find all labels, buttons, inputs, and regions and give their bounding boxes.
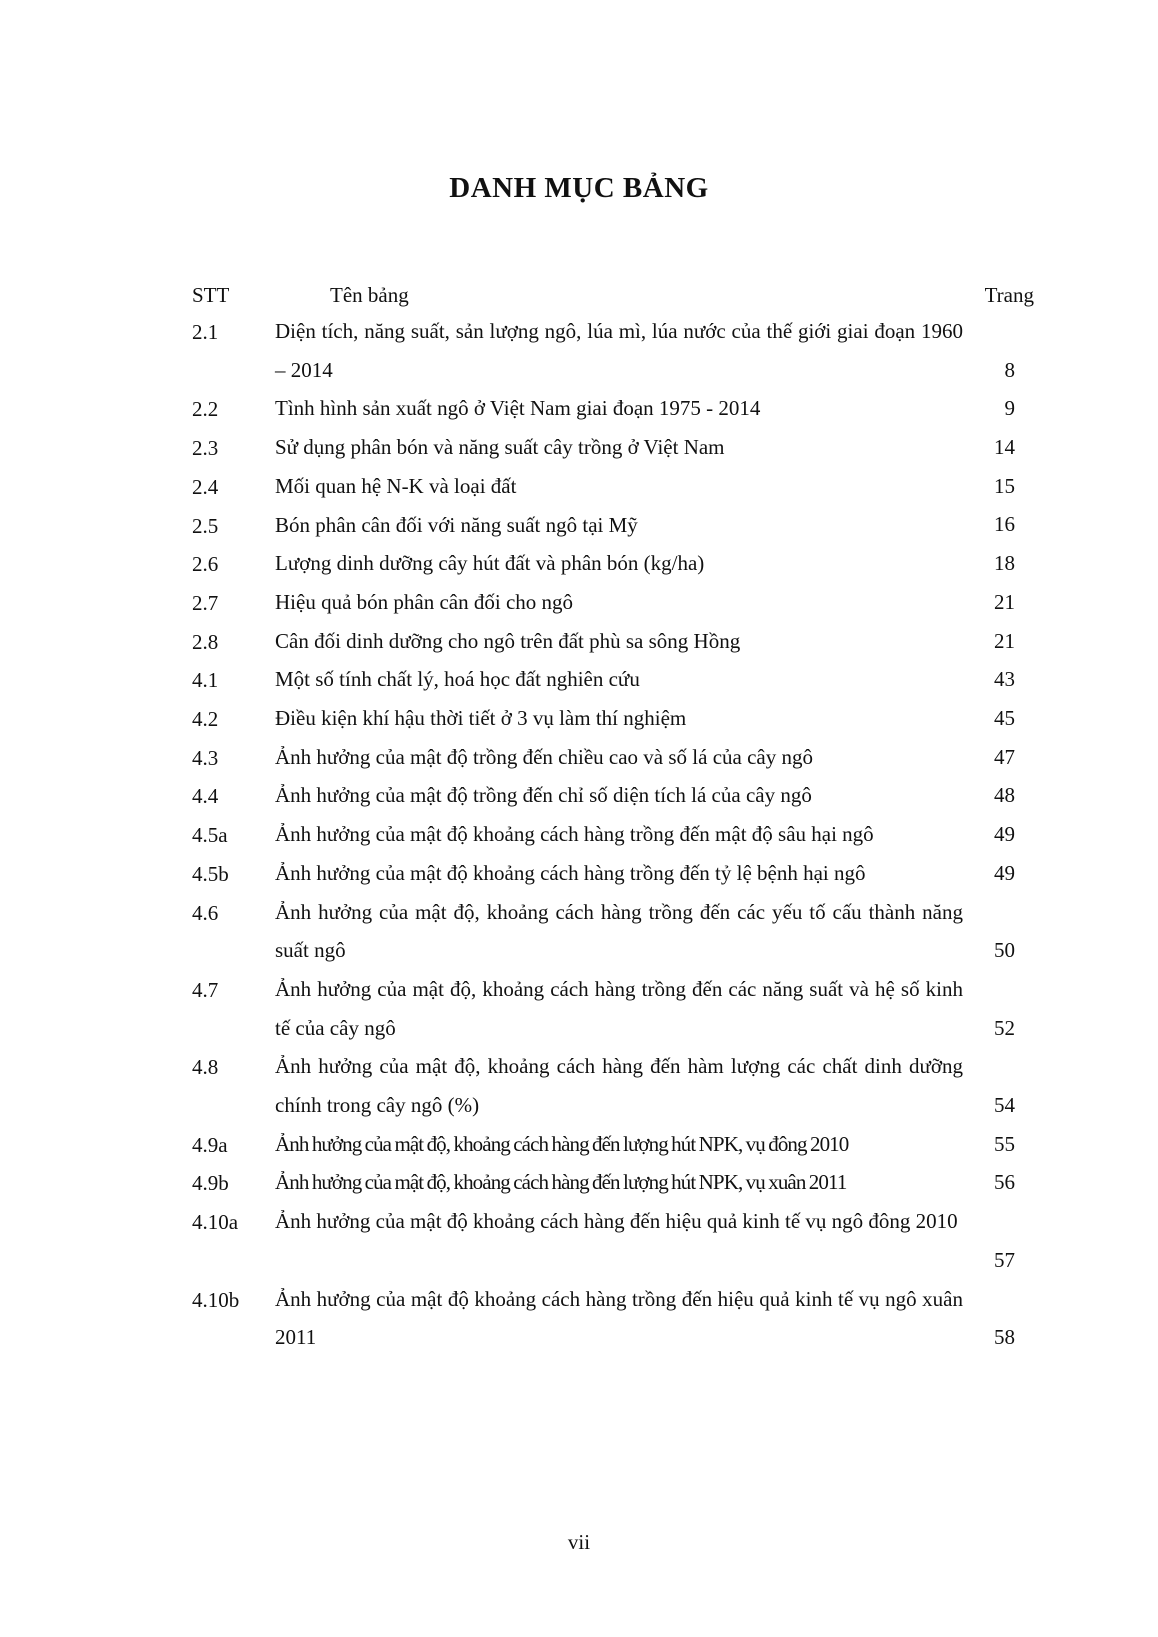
column-header-name: Tên bảng bbox=[330, 283, 409, 307]
table-number: 2.1 bbox=[192, 320, 219, 344]
table-title: Ảnh hưởng của mật độ khoảng cách hàng trồng đến tỷ lệ bệnh hại ngô bbox=[275, 860, 866, 885]
table-number: 2.6 bbox=[192, 552, 219, 577]
table-title: Ảnh hưởng của mật độ trồng đến chiều cao và số lá của cây ngô bbox=[275, 744, 813, 769]
table-page-number: 43 bbox=[994, 667, 1015, 692]
table-number: 4.9a bbox=[192, 1132, 228, 1157]
list-item bbox=[0, 970, 1158, 1047]
table-page-number: 47 bbox=[994, 744, 1015, 769]
table-title: Diện tích, năng suất, sản lượng ngô, lúa mì, lúa nước của thế giới giai đoạn 1960 – 2014 bbox=[275, 319, 963, 382]
list-item bbox=[0, 467, 1158, 506]
column-header-page: Trang bbox=[984, 283, 1034, 307]
list-item bbox=[0, 815, 1158, 854]
table-number: 4.8 bbox=[192, 1055, 219, 1080]
list-item bbox=[0, 854, 1158, 893]
list-item bbox=[0, 699, 1158, 738]
list-item bbox=[0, 1202, 1158, 1279]
table-title: Điều kiện khí hậu thời tiết ở 3 vụ làm thí nghiệm bbox=[275, 706, 687, 730]
table-page-number: 49 bbox=[994, 822, 1015, 847]
table-page-number: 57 bbox=[994, 1247, 1015, 1272]
table-title: Ảnh hưởng của mật độ, khoảng cách hàng trồng đến các yếu tố cấu thành năng suất ngô bbox=[275, 899, 963, 963]
table-title: Tình hình sản xuất ngô ở Việt Nam giai đoạn 1975 - 2014 bbox=[275, 396, 761, 421]
list-item bbox=[0, 893, 1158, 970]
list-item bbox=[0, 776, 1158, 815]
table-number: 4.4 bbox=[192, 784, 219, 809]
table-number: 2.2 bbox=[192, 397, 219, 422]
table-title: Lượng dinh dưỡng cây hút đất và phân bón (kg/ha) bbox=[275, 551, 705, 576]
table-page-number: 58 bbox=[994, 1325, 1015, 1350]
table-page-number: 45 bbox=[994, 705, 1015, 730]
table-number: 2.5 bbox=[192, 513, 219, 538]
list-item bbox=[0, 389, 1158, 428]
table-title: Ảnh hưởng của mật độ, khoảng cách hàng đến lượng hút NPK, vụ xuân 2011 bbox=[275, 1170, 847, 1195]
table-page-number: 55 bbox=[994, 1131, 1015, 1156]
table-number: 4.5b bbox=[192, 861, 229, 886]
table-title: Bón phân cân đối với năng suất ngô tại Mỹ bbox=[275, 512, 638, 537]
column-header-stt: STT bbox=[192, 283, 230, 307]
table-number: 4.1 bbox=[192, 668, 219, 693]
table-page-number: 56 bbox=[994, 1170, 1015, 1195]
list-item bbox=[0, 660, 1158, 699]
table-title: Mối quan hệ N-K và loại đất bbox=[275, 473, 517, 498]
table-number: 2.3 bbox=[192, 436, 219, 461]
list-item bbox=[0, 544, 1158, 583]
list-item bbox=[0, 506, 1158, 545]
table-page-number: 16 bbox=[994, 512, 1015, 537]
table-title: Ảnh hưởng của mật độ trồng đến chỉ số diện tích lá của cây ngô bbox=[275, 783, 812, 808]
table-title: Ảnh hưởng của mật độ, khoảng cách hàng trồng đến các năng suất và hệ số kinh tế của cây ngô bbox=[275, 976, 963, 1040]
list-item bbox=[0, 1280, 1158, 1357]
table-title: Ảnh hưởng của mật độ, khoảng cách hàng đến hàm lượng các chất dinh dưỡng chính trong cây ngô (%) bbox=[275, 1054, 963, 1117]
table-page-number: 50 bbox=[994, 938, 1015, 963]
list-item bbox=[0, 1125, 1158, 1164]
table-title: Ảnh hưởng của mật độ khoảng cách hàng trồng đến mật độ sâu hại ngô bbox=[275, 822, 874, 847]
list-item bbox=[0, 312, 1158, 389]
table-page-number: 9 bbox=[1004, 396, 1015, 421]
table-number: 4.6 bbox=[192, 900, 219, 925]
table-page-number: 14 bbox=[994, 435, 1015, 460]
table-number: 4.10a bbox=[192, 1210, 239, 1235]
page-number: vii bbox=[567, 1530, 591, 1554]
table-title: Một số tính chất lý, hoá học đất nghiên cứu bbox=[275, 667, 640, 692]
table-page-number: 49 bbox=[994, 860, 1015, 885]
list-item bbox=[0, 1047, 1158, 1124]
table-number: 4.5a bbox=[192, 823, 228, 848]
list-item bbox=[0, 622, 1158, 661]
table-page-number: 18 bbox=[994, 551, 1015, 576]
table-page-number: 54 bbox=[994, 1092, 1015, 1117]
table-title: Cân đối dinh dưỡng cho ngô trên đất phù sa sông Hồng bbox=[275, 628, 741, 653]
table-number: 4.3 bbox=[192, 745, 219, 770]
table-number: 4.10b bbox=[192, 1287, 240, 1312]
table-number: 2.4 bbox=[192, 474, 219, 499]
list-item bbox=[0, 428, 1158, 467]
table-page-number: 21 bbox=[994, 628, 1015, 653]
table-title: Ảnh hưởng của mật độ, khoảng cách hàng đến lượng hút NPK, vụ đông 2010 bbox=[275, 1131, 849, 1156]
list-item bbox=[0, 738, 1158, 777]
table-number: 2.8 bbox=[192, 629, 219, 654]
table-number: 2.7 bbox=[192, 590, 219, 615]
table-page-number: 48 bbox=[994, 783, 1015, 808]
table-title: Sử dụng phân bón và năng suất cây trồng ở Việt Nam bbox=[275, 435, 725, 460]
table-title: Ảnh hưởng của mật độ khoảng cách hàng trồng đến hiệu quả kinh tế vụ ngô xuân 2011 bbox=[275, 1286, 963, 1350]
table-number: 4.2 bbox=[192, 707, 219, 731]
table-page-number: 21 bbox=[994, 589, 1015, 614]
table-title: Ảnh hưởng của mật độ khoảng cách hàng đến hiệu quả kinh tế vụ ngô đông 2010 bbox=[275, 1209, 958, 1234]
page-title: DANH MỤC BẢNG bbox=[449, 172, 709, 204]
table-page-number: 52 bbox=[994, 1015, 1015, 1040]
table-number: 4.9b bbox=[192, 1171, 229, 1196]
table-number: 4.7 bbox=[192, 977, 219, 1002]
table-page-number: 8 bbox=[1004, 357, 1015, 382]
table-title: Hiệu quả bón phân cân đối cho ngô bbox=[275, 589, 574, 614]
list-item bbox=[0, 1163, 1158, 1202]
list-item bbox=[0, 583, 1158, 622]
table-page-number: 15 bbox=[994, 473, 1015, 498]
